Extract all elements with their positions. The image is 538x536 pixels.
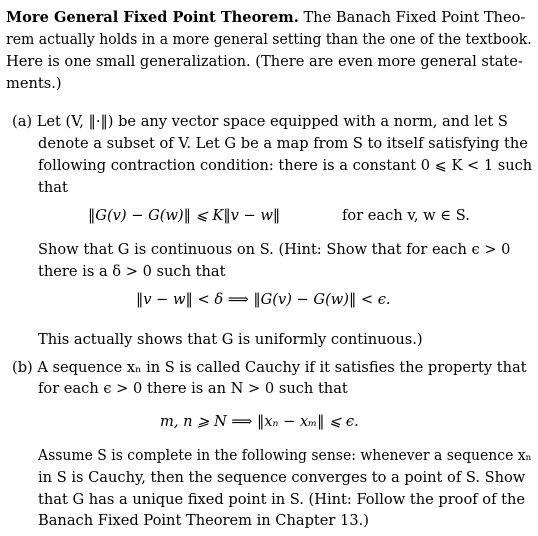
intro-line-2: rem actually holds in a more general setting than the one of the textbook. bbox=[6, 31, 532, 48]
part-a-line-2: denote a subset of V. Let G be a map from S to itself satisfying the bbox=[38, 135, 528, 152]
part-a-line-3: following contraction condition: there is a constant 0 ⩽ K < 1 such bbox=[38, 157, 533, 174]
part-b-line-2: for each ϵ > 0 there is an N > 0 such that bbox=[38, 380, 348, 397]
intro-line-1 bbox=[6, 8, 525, 28]
part-b-line-6: Banach Fixed Point Theorem in Chapter 13.) bbox=[38, 512, 369, 529]
cauchy-condition: m, n ⩾ N ⟹ ‖xₙ − xₘ‖ ⩽ ϵ. bbox=[160, 413, 359, 430]
contraction-domain: for each v, w ∈ S. bbox=[342, 207, 470, 224]
part-b-line-4: in S is Cauchy, then the sequence converges to a point of S. Show bbox=[38, 469, 526, 486]
part-a-line-5: Show that G is continuous on S. (Hint: Show that for each ϵ > 0 bbox=[38, 241, 511, 258]
intro-line-3: Here is one small generalization. (There are even more general state- bbox=[6, 53, 523, 70]
continuity-implication: ‖v − w‖ < δ ⟹ ‖G(v) − G(w)‖ < ϵ. bbox=[136, 291, 391, 308]
part-a-line-1: (a) Let (V, ‖·‖) be any vector space equipped with a norm, and let S bbox=[12, 113, 508, 130]
part-b-line-5: that G has a unique fixed point in S. (Hint: Follow the proof of the bbox=[38, 491, 526, 508]
part-b-line-1: (b) A sequence xₙ in S is called Cauchy if it satisfies the property that bbox=[12, 359, 527, 376]
theorem-title: More General Fixed Point Theorem. bbox=[6, 9, 299, 26]
intro-line-4: ments.) bbox=[6, 75, 62, 92]
intro-line-1-rest: The Banach Fixed Point Theo- bbox=[298, 9, 526, 26]
part-a-line-6: there is a δ > 0 such that bbox=[38, 263, 226, 280]
contraction-inequality: ‖G(v) − G(w)‖ ⩽ K‖v − w‖ bbox=[88, 207, 281, 224]
part-a-line-4: that bbox=[38, 179, 68, 196]
part-a-line-7: This actually shows that G is uniformly continuous.) bbox=[38, 331, 423, 348]
part-b-line-3: Assume S is complete in the following sense: whenever a sequence xₙ bbox=[38, 447, 532, 464]
